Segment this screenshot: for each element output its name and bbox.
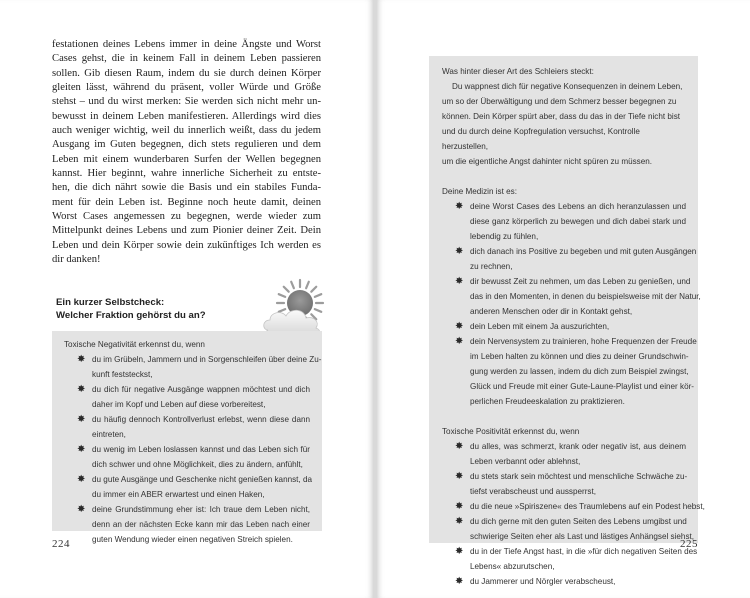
positivity-item [442,439,686,469]
veil-answer [442,79,686,169]
positivity-item-line: du dich gerne mit den guten Seiten des Lebens umgibst und [470,517,687,526]
medicine-item-line: zu rechnen, [470,262,513,271]
body-line: stehst – und du wirst merken: Sie werden sich nicht mehr un- [52,96,321,108]
bullet-icon: ✸ [455,516,464,527]
negativity-item [64,412,310,442]
left-page [0,0,373,598]
negativity-item-line: du immer ein ABER erwartest und einen Haken, [92,490,265,499]
selfcheck-heading-line2: Welcher Fraktion gehörst du an? [56,310,206,322]
body-line: hen, die dich nährt sowie die Basis und ein stabiles Funda- [52,182,321,194]
bullet-icon: ✸ [77,504,86,515]
body-line: kannst. Hier beginnt, wahre innerliche Sicherheit zu entste- [52,168,321,180]
medicine-item-line: perlichen Freudeeskalation zu praktizieren. [470,397,625,406]
negativity-item-line: deine Grundstimmung eher ist: Ich traue dem Leben nicht, [92,505,310,514]
bullet-icon: ✸ [77,444,86,455]
bullet-icon: ✸ [455,246,464,257]
bullet-icon: ✸ [455,321,464,332]
medicine-intro: Deine Medizin ist es: [442,187,517,196]
negativity-item-line: denn an der nächsten Ecke kann mir das Leben nach einer [92,520,310,529]
medicine-item [442,199,686,244]
positivity-intro: Toxische Positivität erkennst du, wenn [442,427,580,436]
positivity-item [442,469,686,499]
veil-answer-line: um so der Überwältigung und dem Schmerz besser begegnen zu [442,97,677,106]
negativity-item-line: du dich für negative Ausgänge wappnen möchtest und dich [92,385,310,394]
positivity-item-line: du die neue »Spiriszene« des Traumlebens auf ein Podest hebst, [470,502,705,511]
positivity-item [442,499,705,514]
negativity-item [64,352,322,382]
body-line: Worst Cases angemessen zu begegnen, werde wieder zum [52,211,321,223]
body-line: auch weniger wichtig, weil du innerlich weißt, dass du jedem [52,125,321,137]
positivity-item-line: tiefst verabscheust und aussperrst, [470,487,597,496]
negativity-item-line: eintreten, [92,430,126,439]
body-line: Cases gehst, die in keinem Fall in deinem Leben passieren [52,53,321,65]
positivity-item-line: du Jammerer und Nörgler verabscheust, [470,577,616,586]
medicine-item-line: lebendig zu fühlen, [470,232,539,241]
positivity-item-line: Lebens« abzurutschen, [470,562,555,571]
negativity-item [64,442,310,472]
page-number-right: 225 [680,538,698,550]
negativity-intro: Toxische Negativität erkennst du, wenn [64,340,205,349]
positivity-item-line: Leben verbannt oder ablehnst, [470,457,581,466]
medicine-item [442,334,697,409]
positivity-item-line: du alles, was schmerzt, krank oder negativ ist, aus deinem [470,442,686,451]
positivity-item [442,514,695,544]
positivity-item-line: du in der Tiefe Angst hast, in die »für dich negativen Seiten des [470,547,698,556]
medicine-item-line: gung werden zu lassen, indem du dich zum Beispiel zwingst, [470,367,689,376]
medicine-item-line: dein Nervensystem zu trainieren, hohe Frequenzen der Freude [470,337,697,346]
page-number-left: 224 [52,538,70,550]
medicine-item-line: im Leben halten zu können und dies zu deiner Grundschwin- [470,352,689,361]
medicine-item-line: das in den Momenten, in denen du beispielsweise mit der Natur, [470,292,701,301]
veil-answer-line: Du wappnest dich für negative Konsequenzen in deinem Leben, [452,82,683,91]
medicine-item-line: dich danach ins Positive zu begeben und mit guten Ausgängen [470,247,697,256]
negativity-item [64,502,310,547]
medicine-item-line: Glück und Freude mit einer Gute-Laune-Playlist und einer kör- [470,382,694,391]
bullet-icon: ✸ [455,576,464,587]
bullet-icon: ✸ [455,276,464,287]
body-line: festationen deines Lebens immer in deine Ängste und Worst [52,39,321,50]
body-line: Mittelpunkt deines Lebens und zum Pionier deiner Zeit. Dein [52,225,321,237]
bullet-icon: ✸ [455,471,464,482]
bullet-icon: ✸ [455,441,464,452]
medicine-item-line: diese ganz körperlich zu bewegen und dich dabei stark und [470,217,686,226]
body-line: sollen. Gib diesen Raum, indem du sie durch deinen Körper [52,67,321,79]
selfcheck-heading [56,296,206,323]
bullet-icon: ✸ [77,384,86,395]
negativity-item-line: kunft feststeckst, [92,370,153,379]
body-line: Leben mit einem wunderbaren Surfen der Wellen begegnen [52,153,321,165]
negativity-item-line: du im Grübeln, Jammern und in Sorgenschleifen über deine Zu- [92,355,322,364]
negativity-item-line: du häufig dennoch Kontrollverlust erlebst, wenn diese dann [92,415,310,424]
negativity-item-line: daher im Kopf und Leben auf diese vorbereitest, [92,400,266,409]
medicine-item [442,319,686,334]
bullet-icon: ✸ [77,474,86,485]
right-page [377,0,750,598]
body-line: gleiten lässt, während du präsent, voller Würde und Größe [52,82,321,94]
medicine-item [442,274,701,319]
veil-question: Was hinter dieser Art des Schleiers steckt: [442,67,594,76]
body-line: Leben und dein Körper sowie dein zukünftiges Ich werden es [52,239,321,251]
body-line: Ausgang im Guten begegnen, dich stets regulieren und dem [52,139,321,151]
body-line: dir danken! [52,254,101,266]
bullet-icon: ✸ [77,354,86,365]
negativity-item-line: guten Wendung wieder einen negativen Streich spielen. [92,535,293,544]
medicine-item-line: deine Worst Cases des Lebens an dich heranzulassen und [470,202,686,211]
bullet-icon: ✸ [455,336,464,347]
selfcheck-heading-line1: Ein kurzer Selbstcheck: [56,297,165,308]
medicine-item-line: dir bewusst Zeit zu nehmen, um das Leben zu genießen, und [470,277,691,286]
medicine-list [442,199,701,409]
negativity-item-line: du wenig im Leben loslassen kannst und das Leben sich für [92,445,310,454]
negativity-item-line: du gute Ausgänge und Geschenke nicht genießen kannst, da [92,475,312,484]
negativity-item [64,472,310,502]
body-line: bewusst in deinem Leben manifestieren. Allerdings wird dies [52,110,321,122]
veil-answer-line: können. Dein Körper spürt aber, dass du das in der Tiefe nicht bist [442,112,681,121]
bullet-icon: ✸ [455,546,464,557]
veil-answer-line: um die eigentliche Angst dahinter nicht spüren zu müssen. [442,157,653,166]
positivity-item-line: schwierige Seiten eher als Last und lästiges Anhängsel siehst, [470,532,695,541]
medicine-item-line: anderen Menschen oder dir in Kontakt gehst, [470,307,633,316]
bullet-icon: ✸ [455,201,464,212]
medicine-item-line: dein Leben mit einem Ja auszurichten, [470,322,610,331]
medicine-item [442,244,697,274]
positivity-item [442,574,686,589]
veil-answer-line: und du durch deine Kopfregulation versuchst, Kontrolle herzustellen, [442,127,640,151]
negativity-item [64,382,310,412]
bullet-icon: ✸ [77,414,86,425]
body-text [52,38,321,268]
bullet-icon: ✸ [455,501,464,512]
negativity-list [64,352,322,547]
body-line: ment für dein Leben ist. Beginne noch heute damit, deinen [52,196,321,208]
negativity-item-line: dich schwer und ohne Möglichkeit, dies zu ändern, anfühlt, [92,460,303,469]
positivity-item-line: du stets stark sein möchtest und menschliche Schwäche zu- [470,472,688,481]
